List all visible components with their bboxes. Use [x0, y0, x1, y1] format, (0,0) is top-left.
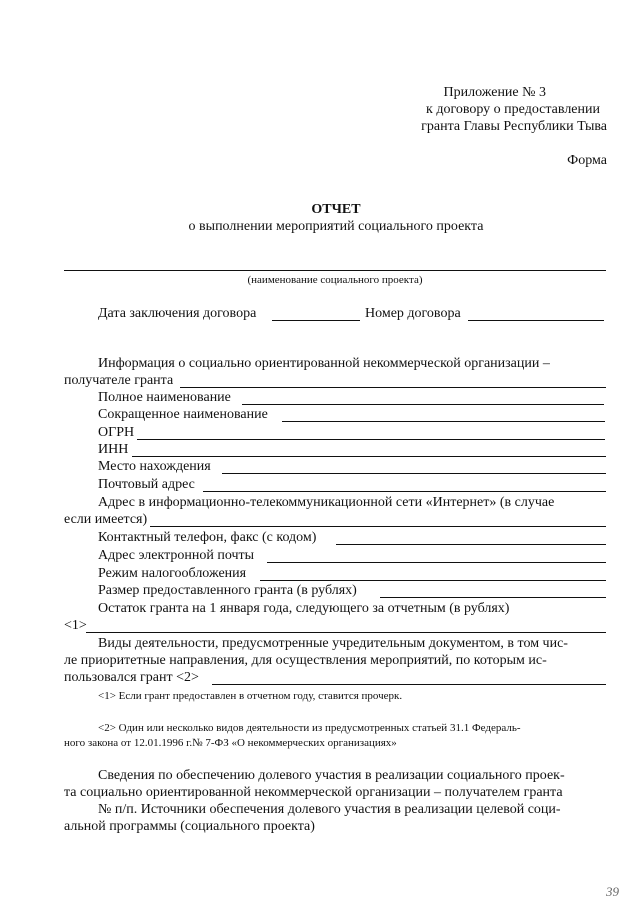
internet-address-line	[150, 526, 606, 527]
appendix-line-1: Приложение № 3	[443, 85, 546, 100]
cofinancing-line-1: Сведения по обеспечению долевого участия в реализации социального проек-	[98, 768, 565, 783]
org-intro-line-1: Информация о социально ориентированной некоммерческой организации –	[98, 356, 550, 371]
recipient-line	[180, 387, 606, 388]
location-label: Место нахождения	[98, 459, 211, 474]
short-name-line	[282, 421, 605, 422]
postal-address-line	[203, 491, 606, 492]
report-title: ОТЧЕТ	[311, 202, 361, 217]
grant-amount-label: Размер предоставленного гранта (в рублях)	[98, 583, 357, 598]
activities-line-2: ле приоритетные направления, для осуществления мероприятий, по которым ис-	[64, 653, 547, 668]
appendix-line-3: гранта Главы Республики Тыва	[421, 119, 607, 134]
location-line	[222, 473, 606, 474]
activities-line	[212, 684, 606, 685]
form-label: Форма	[567, 153, 607, 168]
footnote-2-line-1: <2> Один или несколько видов деятельности из предусмотренных статьей 31.1 Федераль-	[98, 722, 521, 734]
ogrn-label: ОГРН	[98, 425, 135, 440]
cofinancing-line-2: та социально ориентированной некоммерческой организации – получателем гранта	[64, 785, 563, 800]
postal-address-label: Почтовый адрес	[98, 477, 195, 492]
tax-regime-label: Режим налогообложения	[98, 566, 247, 581]
grant-balance-line	[86, 632, 606, 633]
activities-line-3: пользовался грант <2>	[64, 670, 199, 685]
inn-line	[132, 456, 606, 457]
project-name-caption: (наименование социального проекта)	[247, 274, 423, 286]
cofinancing-line-4: альной программы (социального проекта)	[64, 819, 315, 834]
org-intro-line-2: получателе гранта	[64, 373, 174, 388]
internet-address-line-2: если имеется)	[64, 512, 148, 527]
appendix-line-2: к договору о предоставлении	[426, 102, 600, 117]
cofinancing-line-3: № п/п. Источники обеспечения долевого участия в реализации целевой соци-	[98, 802, 561, 817]
internet-address-line-1: Адрес в информационно-телекоммуникационной сети «Интернет» (в случае	[98, 495, 555, 510]
full-name-label: Полное наименование	[98, 390, 231, 405]
contract-date-label: Дата заключения договора	[98, 306, 257, 321]
grant-balance-label: Остаток гранта на 1 января года, следующего за отчетным (в рублях)	[98, 601, 510, 616]
contract-date-line	[272, 320, 360, 321]
short-name-label: Сокращенное наименование	[98, 407, 268, 422]
inn-label: ИНН	[98, 442, 129, 457]
footnote-1: <1> Если грант предоставлен в отчетном году, ставится прочерк.	[98, 690, 403, 702]
full-name-line	[242, 404, 604, 405]
phone-fax-label: Контактный телефон, факс (с кодом)	[98, 530, 317, 545]
page-number-mark: 39	[606, 884, 619, 899]
grant-amount-line	[380, 597, 606, 598]
footnote-2-line-2: ного закона от 12.01.1996 г.№ 7-ФЗ «О некоммерческих организациях»	[64, 737, 397, 749]
note1-ref: <1>	[64, 618, 87, 633]
email-label: Адрес электронной почты	[98, 548, 255, 563]
email-line	[267, 562, 606, 563]
ogrn-line	[137, 439, 605, 440]
tax-regime-line	[260, 580, 606, 581]
report-subtitle: о выполнении мероприятий социального проекта	[188, 219, 484, 234]
activities-line-1: Виды деятельности, предусмотренные учредительным документом, в том чис-	[98, 636, 568, 651]
contract-number-line	[468, 320, 604, 321]
project-name-line	[64, 270, 606, 271]
contract-number-label: Номер договора	[365, 306, 461, 321]
phone-fax-line	[336, 544, 606, 545]
